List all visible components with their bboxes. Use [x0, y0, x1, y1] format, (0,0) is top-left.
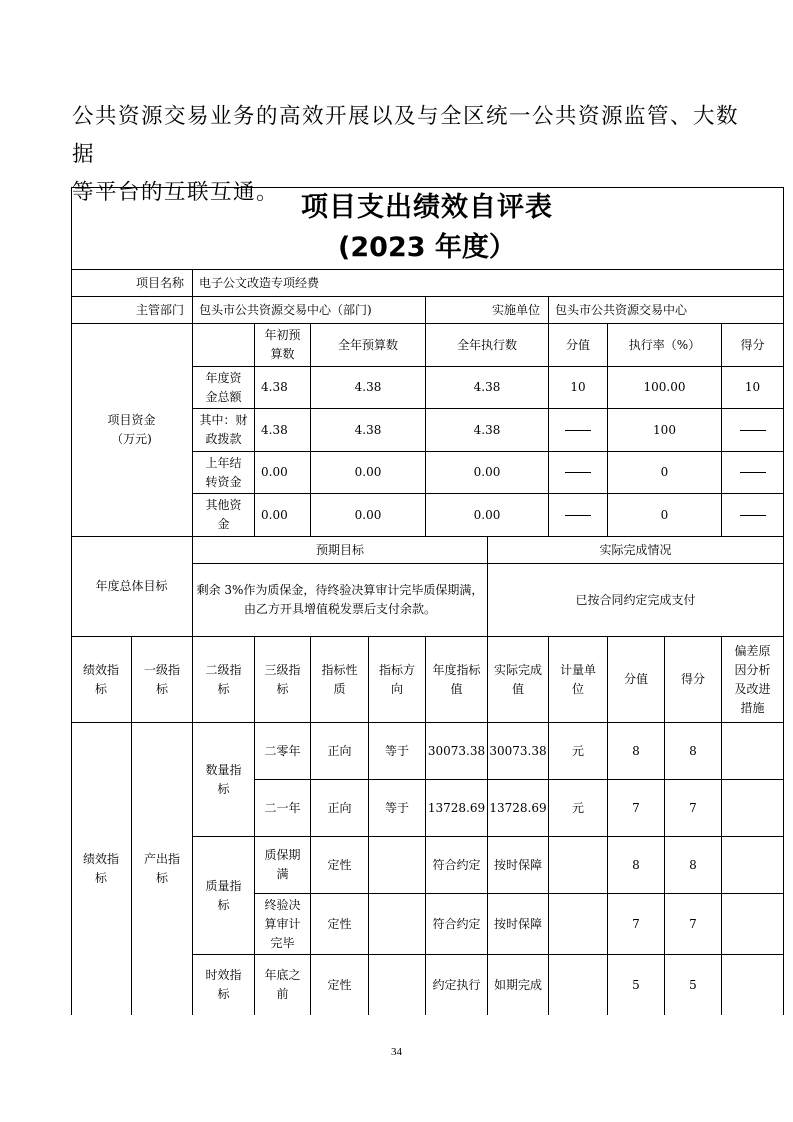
funds-row-score: 10	[722, 367, 784, 409]
ind-target: 符合约定	[426, 837, 488, 894]
ind-score-value: 7	[608, 780, 665, 837]
ind-nature: 正向	[311, 780, 369, 837]
funds-row-executed: 4.38	[426, 409, 549, 452]
funds-row-score-dash	[722, 494, 784, 537]
goal-expected-header: 预期目标	[193, 537, 488, 564]
group-quality: 质量指 标	[193, 837, 255, 955]
impl-label: 实施单位	[426, 297, 549, 324]
ind-nature: 正向	[311, 723, 369, 780]
dash-mark	[740, 515, 766, 516]
funds-header-blank	[193, 324, 255, 367]
funds-row-score-value-dash	[549, 452, 608, 494]
goal-expected-text: 剩余 3%作为质保金，待终验决算审计完毕质保期满， 由乙方开具增值税发票后支付余款。	[193, 564, 488, 637]
impl-value: 包头市公共资源交易中心	[549, 297, 784, 324]
intro-line-2: 等平台的互联互通。	[72, 180, 280, 205]
ind-unit: 元	[549, 780, 608, 837]
table-title-cell	[71, 187, 784, 270]
ind-target: 约定执行	[426, 955, 488, 1015]
intro-line-1: 公共资源交易业务的高效开展以及与全区统一公共资源监管、大数据	[72, 104, 740, 167]
ind-unit	[549, 837, 608, 894]
funds-row-score-value: 10	[549, 367, 608, 409]
ind-unit	[549, 894, 608, 955]
funds-row-score-value-dash	[549, 494, 608, 537]
ind-nature: 定性	[311, 837, 369, 894]
ind-header-nature: 指标性 质	[311, 637, 369, 723]
ind-direction	[369, 894, 426, 955]
ind-actual: 30073.38	[488, 723, 549, 780]
ind-actual: 13728.69	[488, 780, 549, 837]
goal-label: 年度总体目标	[71, 537, 193, 637]
ind-score: 5	[665, 955, 722, 1015]
ind-score: 7	[665, 780, 722, 837]
ind-nature: 定性	[311, 894, 369, 955]
funds-row-initial: 0.00	[255, 494, 311, 537]
funds-row-annual: 0.00	[311, 452, 426, 494]
funds-row-initial: 0.00	[255, 452, 311, 494]
funds-label: 项目资金 （万元)	[71, 324, 193, 537]
funds-header-score-value: 分值	[549, 324, 608, 367]
ind-header-target: 年度指标 值	[426, 637, 488, 723]
ind-score: 8	[665, 723, 722, 780]
funds-row-rate: 0	[608, 494, 722, 537]
funds-row-rate: 0	[608, 452, 722, 494]
ind-score-value: 8	[608, 837, 665, 894]
ind-score: 7	[665, 894, 722, 955]
dash-mark	[565, 515, 591, 516]
funds-row-score-dash	[722, 409, 784, 452]
ind-score-value: 8	[608, 723, 665, 780]
ind-header-l2: 二级指 标	[193, 637, 255, 723]
funds-row-score-value-dash	[549, 409, 608, 452]
dash-mark	[740, 430, 766, 431]
ind-unit	[549, 955, 608, 1015]
ind-remark	[722, 894, 784, 955]
funds-header-annual: 全年预算数	[311, 324, 426, 367]
ind-l3: 二一年	[255, 780, 311, 837]
funds-row-score-dash	[722, 452, 784, 494]
funds-row-rate: 100.00	[608, 367, 722, 409]
ind-target: 13728.69	[426, 780, 488, 837]
ind-remark	[722, 837, 784, 894]
ind-remark	[722, 723, 784, 780]
funds-row-initial: 4.38	[255, 409, 311, 452]
dash-mark	[565, 472, 591, 473]
ind-remark	[722, 955, 784, 1015]
dash-mark	[740, 472, 766, 473]
funds-header-initial: 年初预 算数	[255, 324, 311, 367]
funds-row-name: 上年结 转资金	[193, 452, 255, 494]
group-timeliness: 时效指 标	[193, 955, 255, 1015]
goal-actual-header: 实际完成情况	[488, 537, 784, 564]
ind-header-score: 得分	[665, 637, 722, 723]
ind-direction: 等于	[369, 723, 426, 780]
ind-score-value: 7	[608, 894, 665, 955]
ind-unit: 元	[549, 723, 608, 780]
funds-row-executed: 0.00	[426, 452, 549, 494]
ind-target: 符合约定	[426, 894, 488, 955]
page-number: 34	[391, 1046, 402, 1058]
ind-l3: 终验决 算审计 完毕	[255, 894, 311, 955]
dept-value: 包头市公共资源交易中心（部门)	[193, 297, 426, 324]
ind-l3: 质保期 满	[255, 837, 311, 894]
funds-row-executed: 4.38	[426, 367, 549, 409]
ind-header-remark: 偏差原 因分析 及改进 措施	[722, 637, 784, 723]
funds-row-annual: 4.38	[311, 367, 426, 409]
dept-label: 主管部门	[71, 297, 193, 324]
ind-actual: 按时保障	[488, 837, 549, 894]
funds-row-annual: 0.00	[311, 494, 426, 537]
ind-nature: 定性	[311, 955, 369, 1015]
ind-l3: 年底之 前	[255, 955, 311, 1015]
ind-direction: 等于	[369, 780, 426, 837]
ind-header-direction: 指标方 向	[369, 637, 426, 723]
ind-remark	[722, 780, 784, 837]
ind-score: 8	[665, 837, 722, 894]
ind-score-value: 5	[608, 955, 665, 1015]
funds-row-name: 其他资 金	[193, 494, 255, 537]
ind-header-score-value: 分值	[608, 637, 665, 723]
dash-mark	[565, 430, 591, 431]
funds-row-annual: 4.38	[311, 409, 426, 452]
table-subtitle: (2023 年度）	[338, 232, 516, 263]
funds-row-name: 其中：财 政拨款	[193, 409, 255, 452]
output-indicator-label: 产出指 标	[132, 723, 193, 1015]
funds-header-rate: 执行率（%）	[608, 324, 722, 367]
ind-actual: 按时保障	[488, 894, 549, 955]
funds-header-score: 得分	[722, 324, 784, 367]
ind-actual: 如期完成	[488, 955, 549, 1015]
ind-header-l3: 三级指 标	[255, 637, 311, 723]
group-quantity: 数量指 标	[193, 723, 255, 837]
ind-header-perf: 绩效指 标	[71, 637, 132, 723]
ind-header-actual: 实际完成 值	[488, 637, 549, 723]
funds-row-name: 年度资 金总额	[193, 367, 255, 409]
ind-target: 30073.38	[426, 723, 488, 780]
funds-row-executed: 0.00	[426, 494, 549, 537]
ind-direction	[369, 955, 426, 1015]
goal-actual-text: 已按合同约定完成支付	[488, 564, 784, 637]
ind-direction	[369, 837, 426, 894]
project-name-value: 电子公文改造专项经费	[193, 270, 784, 297]
ind-header-unit: 计量单 位	[549, 637, 608, 723]
perf-indicator-label: 绩效指 标	[71, 723, 132, 1015]
funds-row-rate: 100	[608, 409, 722, 452]
ind-l3: 二零年	[255, 723, 311, 780]
funds-header-executed: 全年执行数	[426, 324, 549, 367]
table-title: 项目支出绩效自评表	[301, 192, 553, 223]
ind-header-l1: 一级指 标	[132, 637, 193, 723]
project-name-label: 项目名称	[71, 270, 193, 297]
funds-row-initial: 4.38	[255, 367, 311, 409]
